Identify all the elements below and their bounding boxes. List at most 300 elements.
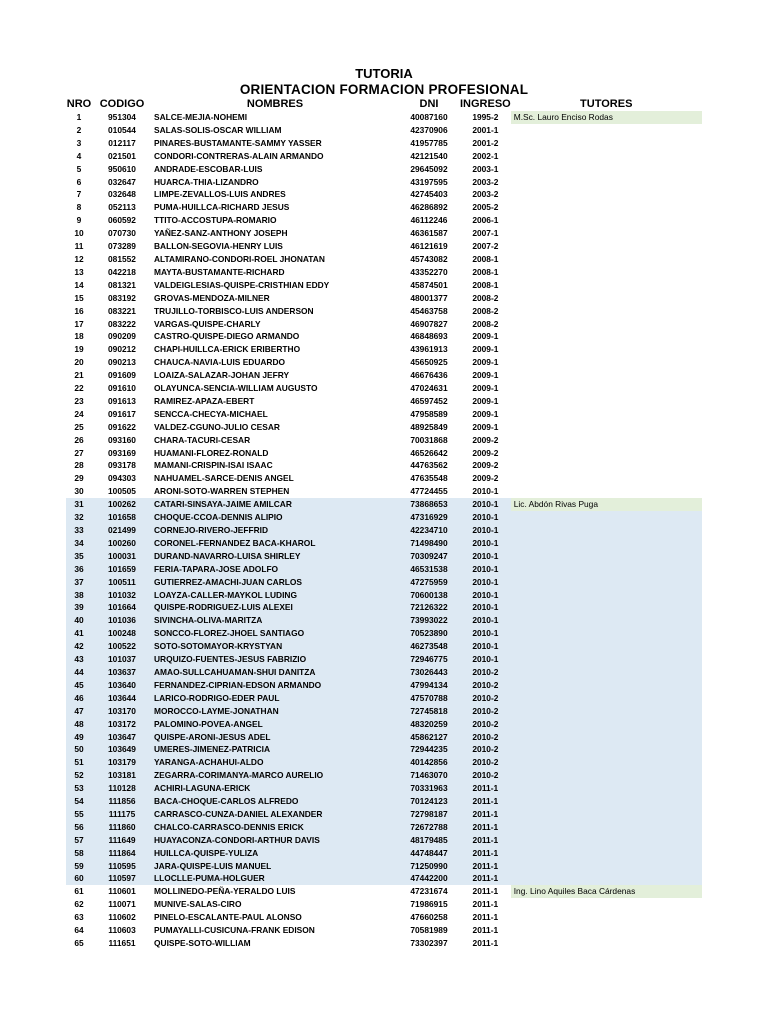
- cell-dni: 70031868: [398, 434, 460, 447]
- cell-ingreso: 2010-1: [460, 614, 511, 627]
- cell-dni: 72126322: [398, 601, 460, 614]
- cell-ingreso: 2010-1: [460, 524, 511, 537]
- cell-nro: 33: [66, 524, 92, 537]
- cell-nombre: ANDRADE-ESCOBAR-LUIS: [152, 163, 398, 176]
- cell-tutor: [511, 640, 702, 653]
- cell-ingreso: 2011-1: [460, 847, 511, 860]
- cell-dni: 46526642: [398, 447, 460, 460]
- cell-nombre: TTITO-ACCOSTUPA-ROMARIO: [152, 214, 398, 227]
- cell-nro: 29: [66, 472, 92, 485]
- cell-dni: 47958589: [398, 408, 460, 421]
- cell-nombre: ZEGARRA-CORIMANYA-MARCO AURELIO: [152, 769, 398, 782]
- cell-nro: 36: [66, 563, 92, 576]
- cell-nro: 40: [66, 614, 92, 627]
- cell-codigo: 103172: [92, 718, 152, 731]
- cell-ingreso: 2002-1: [460, 150, 511, 163]
- cell-codigo: 091613: [92, 395, 152, 408]
- table-row: [66, 330, 702, 343]
- cell-tutor: [511, 382, 702, 395]
- cell-dni: 47635548: [398, 472, 460, 485]
- header-dni: DNI: [419, 98, 439, 110]
- cell-codigo: 081552: [92, 253, 152, 266]
- cell-dni: 48001377: [398, 292, 460, 305]
- table-row: [66, 640, 702, 653]
- cell-dni: 46121619: [398, 240, 460, 253]
- cell-ingreso: 1995-2: [460, 111, 511, 124]
- cell-tutor: [511, 253, 702, 266]
- cell-dni: 43352270: [398, 266, 460, 279]
- cell-codigo: 101036: [92, 614, 152, 627]
- cell-ingreso: 2011-1: [460, 860, 511, 873]
- cell-nombre: GUTIERREZ-AMACHI-JUAN CARLOS: [152, 576, 398, 589]
- cell-ingreso: 2011-1: [460, 795, 511, 808]
- cell-tutor: [511, 356, 702, 369]
- table-row: [66, 576, 702, 589]
- cell-codigo: 091617: [92, 408, 152, 421]
- cell-nro: 50: [66, 743, 92, 756]
- cell-dni: 45650925: [398, 356, 460, 369]
- table-row: [66, 524, 702, 537]
- cell-codigo: 951304: [92, 111, 152, 124]
- table-row: [66, 692, 702, 705]
- cell-ingreso: 2009-1: [460, 421, 511, 434]
- cell-nro: 62: [66, 898, 92, 911]
- cell-nombre: RAMIREZ-APAZA-EBERT: [152, 395, 398, 408]
- table-row: [66, 279, 702, 292]
- cell-ingreso: 2010-2: [460, 769, 511, 782]
- cell-nombre: SALAS-SOLIS-OSCAR WILLIAM: [152, 124, 398, 137]
- cell-nro: 59: [66, 860, 92, 873]
- cell-nombre: YAÑEZ-SANZ-ANTHONY JOSEPH: [152, 227, 398, 240]
- cell-tutor: [511, 421, 702, 434]
- cell-dni: 47442200: [398, 872, 460, 885]
- cell-tutor: [511, 847, 702, 860]
- cell-ingreso: 2011-1: [460, 834, 511, 847]
- cell-dni: 41957785: [398, 137, 460, 150]
- cell-tutor: [511, 821, 702, 834]
- cell-nombre: VALDEIGLESIAS-QUISPE-CRISTHIAN EDDY: [152, 279, 398, 292]
- cell-dni: 70331963: [398, 782, 460, 795]
- cell-tutor: [511, 150, 702, 163]
- cell-nro: 16: [66, 305, 92, 318]
- cell-ingreso: 2010-1: [460, 485, 511, 498]
- cell-ingreso: 2007-2: [460, 240, 511, 253]
- cell-ingreso: 2010-2: [460, 692, 511, 705]
- table-row: [66, 447, 702, 460]
- table-row: [66, 614, 702, 627]
- cell-codigo: 950610: [92, 163, 152, 176]
- cell-ingreso: 2008-1: [460, 266, 511, 279]
- cell-nro: 13: [66, 266, 92, 279]
- cell-nro: 8: [66, 201, 92, 214]
- cell-dni: 73868653: [398, 498, 460, 511]
- table-row: [66, 756, 702, 769]
- cell-nombre: CHARA-TACURI-CESAR: [152, 434, 398, 447]
- cell-ingreso: 2010-1: [460, 576, 511, 589]
- cell-ingreso: 2001-2: [460, 137, 511, 150]
- cell-codigo: 032648: [92, 188, 152, 201]
- cell-ingreso: 2011-1: [460, 808, 511, 821]
- cell-tutor: [511, 330, 702, 343]
- cell-tutor: [511, 795, 702, 808]
- cell-tutor: [511, 911, 702, 924]
- cell-ingreso: 2011-1: [460, 885, 511, 898]
- cell-dni: 46361587: [398, 227, 460, 240]
- cell-codigo: 111649: [92, 834, 152, 847]
- cell-codigo: 052113: [92, 201, 152, 214]
- table-row: [66, 847, 702, 860]
- cell-nombre: UMERES-JIMENEZ-PATRICIA: [152, 743, 398, 756]
- table-row: [66, 343, 702, 356]
- cell-nombre: QUISPE-SOTO-WILLIAM: [152, 937, 398, 950]
- cell-tutor: [511, 627, 702, 640]
- cell-ingreso: 2009-1: [460, 343, 511, 356]
- cell-codigo: 021499: [92, 524, 152, 537]
- cell-nombre: ARONI-SOTO-WARREN STEPHEN: [152, 485, 398, 498]
- cell-dni: 70600138: [398, 589, 460, 602]
- cell-dni: 29645092: [398, 163, 460, 176]
- cell-nro: 30: [66, 485, 92, 498]
- cell-dni: 70581989: [398, 924, 460, 937]
- cell-dni: 73302397: [398, 937, 460, 950]
- cell-ingreso: 2008-1: [460, 253, 511, 266]
- cell-nombre: HUILLCA-QUISPE-YULIZA: [152, 847, 398, 860]
- header-ingreso: INGRESO: [460, 98, 511, 110]
- cell-nro: 35: [66, 550, 92, 563]
- cell-ingreso: 2009-1: [460, 369, 511, 382]
- cell-nro: 5: [66, 163, 92, 176]
- table-row: [66, 537, 702, 550]
- cell-codigo: 091609: [92, 369, 152, 382]
- cell-codigo: 101037: [92, 653, 152, 666]
- cell-ingreso: 2007-1: [460, 227, 511, 240]
- cell-nombre: CARRASCO-CUNZA-DANIEL ALEXANDER: [152, 808, 398, 821]
- cell-nombre: SALCE-MEJIA-NOHEMI: [152, 111, 398, 124]
- cell-ingreso: 2009-1: [460, 408, 511, 421]
- cell-codigo: 101659: [92, 563, 152, 576]
- cell-tutor: [511, 511, 702, 524]
- cell-codigo: 083221: [92, 305, 152, 318]
- cell-nombre: CORNEJO-RIVERO-JEFFRID: [152, 524, 398, 537]
- table-row: [66, 718, 702, 731]
- cell-nombre: MUNIVE-SALAS-CIRO: [152, 898, 398, 911]
- cell-tutor: [511, 937, 702, 950]
- cell-ingreso: 2008-2: [460, 305, 511, 318]
- cell-codigo: 110595: [92, 860, 152, 873]
- cell-tutor: [511, 305, 702, 318]
- cell-nro: 60: [66, 872, 92, 885]
- cell-dni: 72672788: [398, 821, 460, 834]
- table-row: [66, 653, 702, 666]
- cell-ingreso: 2011-1: [460, 924, 511, 937]
- cell-tutor: [511, 137, 702, 150]
- cell-nro: 23: [66, 395, 92, 408]
- table-row: [66, 563, 702, 576]
- cell-ingreso: 2011-1: [460, 911, 511, 924]
- cell-dni: 46907827: [398, 318, 460, 331]
- cell-nombre: LIMPE-ZEVALLOS-LUIS ANDRES: [152, 188, 398, 201]
- cell-tutor: [511, 563, 702, 576]
- cell-dni: 47994134: [398, 679, 460, 692]
- cell-dni: 71986915: [398, 898, 460, 911]
- cell-tutor: [511, 653, 702, 666]
- table-row: [66, 821, 702, 834]
- cell-tutor: [511, 679, 702, 692]
- cell-dni: 47275959: [398, 576, 460, 589]
- cell-codigo: 073289: [92, 240, 152, 253]
- cell-dni: 47024631: [398, 382, 460, 395]
- cell-nro: 2: [66, 124, 92, 137]
- cell-nro: 38: [66, 589, 92, 602]
- cell-dni: 48925849: [398, 421, 460, 434]
- cell-nro: 53: [66, 782, 92, 795]
- cell-nombre: YARANGA-ACHAHUI-ALDO: [152, 756, 398, 769]
- cell-dni: 40087160: [398, 111, 460, 124]
- cell-tutor: [511, 834, 702, 847]
- cell-codigo: 100511: [92, 576, 152, 589]
- cell-tutor: [511, 576, 702, 589]
- cell-nro: 51: [66, 756, 92, 769]
- cell-nombre: LLOCLLE-PUMA-HOLGUER: [152, 872, 398, 885]
- cell-tutor: [511, 601, 702, 614]
- cell-ingreso: 2010-2: [460, 705, 511, 718]
- cell-nro: 37: [66, 576, 92, 589]
- cell-nro: 17: [66, 318, 92, 331]
- cell-ingreso: 2010-1: [460, 653, 511, 666]
- cell-nombre: CATARI-SINSAYA-JAIME AMILCAR: [152, 498, 398, 511]
- cell-dni: 72745818: [398, 705, 460, 718]
- cell-tutor: [511, 550, 702, 563]
- cell-dni: 45743082: [398, 253, 460, 266]
- cell-codigo: 111864: [92, 847, 152, 860]
- cell-dni: 45874501: [398, 279, 460, 292]
- cell-dni: 46286892: [398, 201, 460, 214]
- cell-tutor: [511, 589, 702, 602]
- cell-nombre: FERNANDEZ-CIPRIAN-EDSON ARMANDO: [152, 679, 398, 692]
- table-row: [66, 421, 702, 434]
- cell-ingreso: 2008-2: [460, 292, 511, 305]
- table-row: [66, 705, 702, 718]
- cell-nro: 28: [66, 459, 92, 472]
- table-row: [66, 485, 702, 498]
- cell-nombre: TRUJILLO-TORBISCO-LUIS ANDERSON: [152, 305, 398, 318]
- cell-nro: 46: [66, 692, 92, 705]
- cell-ingreso: 2010-2: [460, 666, 511, 679]
- cell-codigo: 111651: [92, 937, 152, 950]
- cell-nombre: PALOMINO-POVEA-ANGEL: [152, 718, 398, 731]
- table-row: [66, 731, 702, 744]
- cell-nombre: CORONEL-FERNANDEZ BACA-KHAROL: [152, 537, 398, 550]
- cell-nro: 19: [66, 343, 92, 356]
- table-row: [66, 937, 702, 950]
- table-row: [66, 137, 702, 150]
- cell-tutor: [511, 124, 702, 137]
- cell-tutor: [511, 769, 702, 782]
- cell-codigo: 042218: [92, 266, 152, 279]
- cell-nro: 58: [66, 847, 92, 860]
- cell-tutor: [511, 782, 702, 795]
- cell-tutor: [511, 459, 702, 472]
- cell-dni: 73026443: [398, 666, 460, 679]
- cell-ingreso: 2009-1: [460, 395, 511, 408]
- cell-codigo: 091610: [92, 382, 152, 395]
- cell-ingreso: 2010-1: [460, 563, 511, 576]
- cell-nro: 65: [66, 937, 92, 950]
- cell-codigo: 110601: [92, 885, 152, 898]
- cell-codigo: 101658: [92, 511, 152, 524]
- cell-ingreso: 2009-1: [460, 382, 511, 395]
- cell-codigo: 093178: [92, 459, 152, 472]
- cell-dni: 42370906: [398, 124, 460, 137]
- header-nombres: NOMBRES: [246, 98, 304, 110]
- cell-nro: 32: [66, 511, 92, 524]
- table-row: [66, 511, 702, 524]
- cell-codigo: 060592: [92, 214, 152, 227]
- table-row: [66, 459, 702, 472]
- cell-ingreso: 2010-1: [460, 627, 511, 640]
- cell-ingreso: 2010-2: [460, 718, 511, 731]
- header-nro: NRO: [66, 98, 92, 110]
- cell-ingreso: 2009-1: [460, 330, 511, 343]
- cell-codigo: 103181: [92, 769, 152, 782]
- cell-tutor: [511, 318, 702, 331]
- cell-codigo: 010544: [92, 124, 152, 137]
- cell-tutor: [511, 898, 702, 911]
- cell-codigo: 090213: [92, 356, 152, 369]
- cell-nro: 45: [66, 679, 92, 692]
- cell-tutor: [511, 718, 702, 731]
- cell-nro: 34: [66, 537, 92, 550]
- cell-nombre: SONCCO-FLOREZ-JHOEL SANTIAGO: [152, 627, 398, 640]
- cell-ingreso: 2010-1: [460, 589, 511, 602]
- header-tutores: TUTORES: [580, 98, 633, 110]
- cell-codigo: 100031: [92, 550, 152, 563]
- cell-nro: 18: [66, 330, 92, 343]
- table-row: [66, 627, 702, 640]
- cell-ingreso: 2009-2: [460, 434, 511, 447]
- cell-dni: 42234710: [398, 524, 460, 537]
- cell-nombre: PINARES-BUSTAMANTE-SAMMY YASSER: [152, 137, 398, 150]
- cell-nro: 27: [66, 447, 92, 460]
- cell-dni: 42745403: [398, 188, 460, 201]
- cell-tutor: [511, 731, 702, 744]
- cell-nro: 9: [66, 214, 92, 227]
- cell-dni: 46597452: [398, 395, 460, 408]
- table-row: [66, 292, 702, 305]
- students-table: [66, 97, 702, 950]
- cell-dni: 44748447: [398, 847, 460, 860]
- cell-codigo: 012117: [92, 137, 152, 150]
- cell-nro: 26: [66, 434, 92, 447]
- cell-nombre: MAYTA-BUSTAMANTE-RICHARD: [152, 266, 398, 279]
- cell-nro: 14: [66, 279, 92, 292]
- cell-nombre: LOAYZA-CALLER-MAYKOL LUDING: [152, 589, 398, 602]
- cell-codigo: 103637: [92, 666, 152, 679]
- cell-codigo: 070730: [92, 227, 152, 240]
- cell-tutor: [511, 214, 702, 227]
- cell-nombre: URQUIZO-FUENTES-JESUS FABRIZIO: [152, 653, 398, 666]
- cell-codigo: 093169: [92, 447, 152, 460]
- cell-tutor: [511, 176, 702, 189]
- cell-tutor: [511, 266, 702, 279]
- cell-nro: 21: [66, 369, 92, 382]
- cell-codigo: 110603: [92, 924, 152, 937]
- cell-ingreso: 2010-2: [460, 756, 511, 769]
- cell-dni: 45862127: [398, 731, 460, 744]
- cell-dni: 46848693: [398, 330, 460, 343]
- cell-ingreso: 2010-1: [460, 550, 511, 563]
- cell-nro: 39: [66, 601, 92, 614]
- cell-tutor: [511, 188, 702, 201]
- table-row: [66, 227, 702, 240]
- cell-nro: 43: [66, 653, 92, 666]
- cell-codigo: 100260: [92, 537, 152, 550]
- cell-nombre: CONDORI-CONTRERAS-ALAIN ARMANDO: [152, 150, 398, 163]
- cell-ingreso: 2003-2: [460, 176, 511, 189]
- cell-ingreso: 2003-1: [460, 163, 511, 176]
- cell-codigo: 021501: [92, 150, 152, 163]
- cell-nombre: SIVINCHA-OLIVA-MARITZA: [152, 614, 398, 627]
- cell-nro: 64: [66, 924, 92, 937]
- cell-nombre: ALTAMIRANO-CONDORI-ROEL JHONATAN: [152, 253, 398, 266]
- table-row: [66, 395, 702, 408]
- cell-nro: 41: [66, 627, 92, 640]
- table-row: [66, 111, 702, 124]
- table-row: [66, 163, 702, 176]
- cell-dni: 46676436: [398, 369, 460, 382]
- cell-nombre: MAMANI-CRISPIN-ISAI ISAAC: [152, 459, 398, 472]
- cell-tutor: [511, 872, 702, 885]
- cell-codigo: 083222: [92, 318, 152, 331]
- table-row: [66, 201, 702, 214]
- cell-nombre: QUISPE-RODRIGUEZ-LUIS ALEXEI: [152, 601, 398, 614]
- cell-tutor: [511, 860, 702, 873]
- cell-nro: 31: [66, 498, 92, 511]
- cell-nro: 52: [66, 769, 92, 782]
- cell-codigo: 103649: [92, 743, 152, 756]
- cell-nombre: ACHIRI-LAGUNA-ERICK: [152, 782, 398, 795]
- cell-nombre: CASTRO-QUISPE-DIEGO ARMANDO: [152, 330, 398, 343]
- cell-nombre: JARA-QUISPE-LUIS MANUEL: [152, 860, 398, 873]
- cell-tutor: [511, 279, 702, 292]
- cell-nombre: NAHUAMEL-SARCE-DENIS ANGEL: [152, 472, 398, 485]
- cell-dni: 70124123: [398, 795, 460, 808]
- cell-tutor: [511, 240, 702, 253]
- cell-tutor: [511, 343, 702, 356]
- table-row: [66, 589, 702, 602]
- table-row: [66, 305, 702, 318]
- table-row: [66, 188, 702, 201]
- cell-tutor: [511, 692, 702, 705]
- cell-dni: 73993022: [398, 614, 460, 627]
- cell-tutor: [511, 227, 702, 240]
- cell-nombre: SENCCA-CHECYA-MICHAEL: [152, 408, 398, 421]
- document-title: TUTORIA: [355, 66, 413, 81]
- cell-dni: 46112246: [398, 214, 460, 227]
- cell-nro: 6: [66, 176, 92, 189]
- table-row: [66, 911, 702, 924]
- table-row: [66, 898, 702, 911]
- cell-nro: 7: [66, 188, 92, 201]
- cell-nombre: VARGAS-QUISPE-CHARLY: [152, 318, 398, 331]
- table-row: [66, 795, 702, 808]
- cell-codigo: 103647: [92, 731, 152, 744]
- cell-codigo: 093160: [92, 434, 152, 447]
- cell-nro: 44: [66, 666, 92, 679]
- cell-codigo: 111856: [92, 795, 152, 808]
- table-row: [66, 834, 702, 847]
- cell-tutor: [511, 163, 702, 176]
